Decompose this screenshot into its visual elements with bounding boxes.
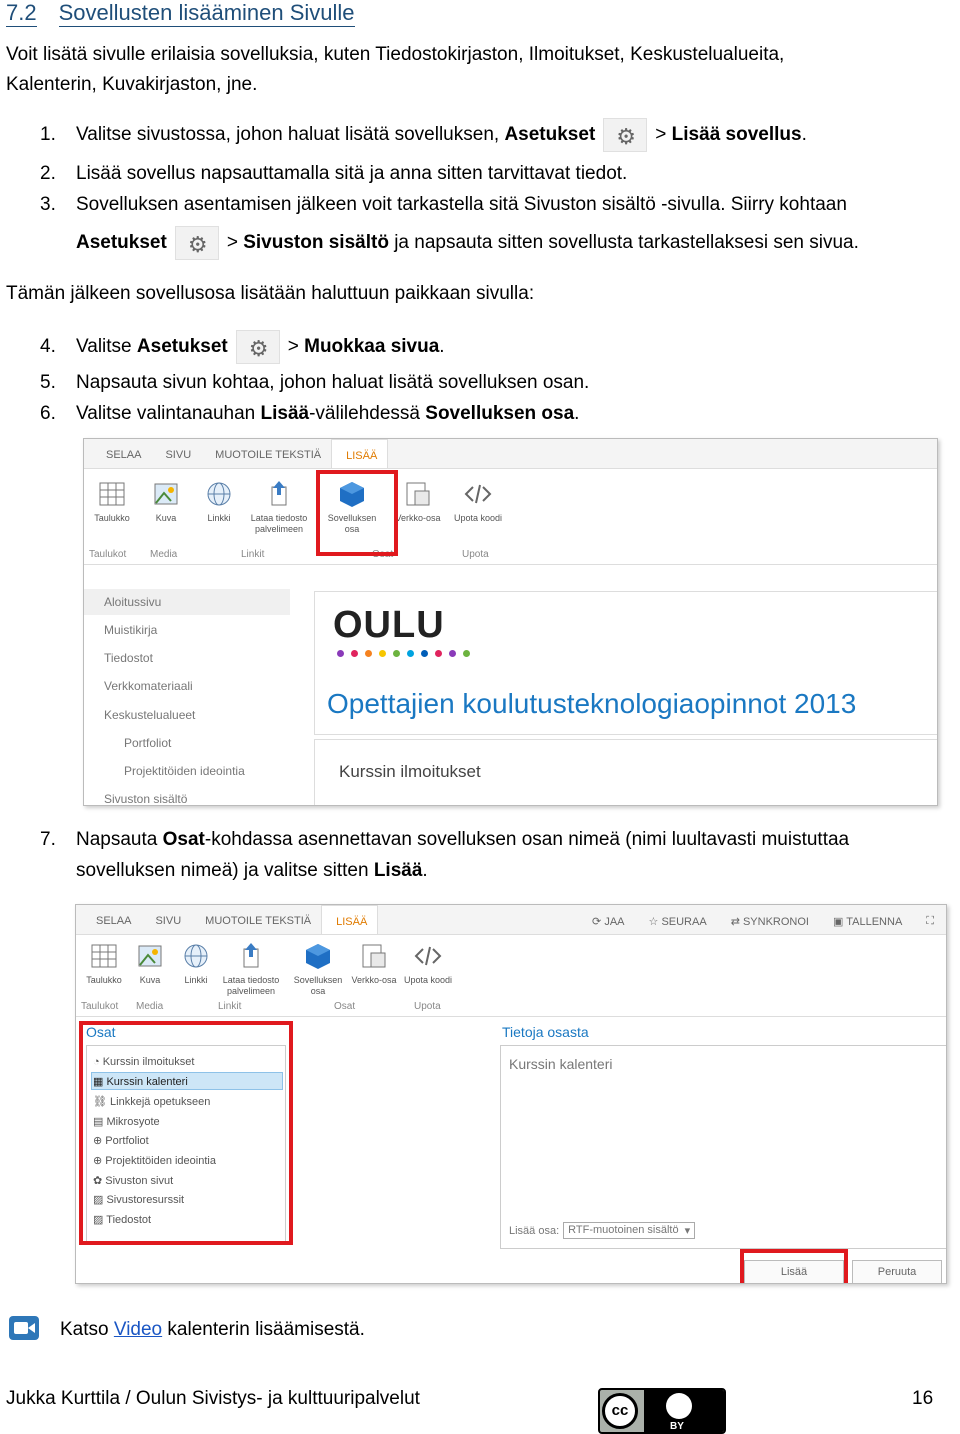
- step-6: 6. Valitse valintanauhan Lisää -välilehdessä Sovelluksen osa .: [40, 403, 580, 424]
- cc-license-badge: [598, 1388, 726, 1434]
- web-part-button[interactable]: Verkko-osa: [390, 479, 446, 524]
- add-part-panel: [76, 1017, 947, 1284]
- screenshot-insert-ribbon: [83, 438, 938, 806]
- webpart-title: Kurssin ilmoitukset: [339, 762, 481, 781]
- step-7-line-2: sovelluksen nimeä) ja valitse sitten Lisää .: [76, 860, 428, 881]
- step-1: 1. Valitse sivustossa, johon haluat lisätä sovelluksen, Asetukset ⚙ > Lisää sovellus .: [40, 118, 807, 152]
- by-label: BY: [670, 1421, 684, 1432]
- app-part-icon: [303, 941, 333, 971]
- list-item[interactable]: ✿ Sivuston sivut: [93, 1175, 174, 1187]
- list-item[interactable]: ⊕ Projektitöiden ideointia: [93, 1155, 216, 1167]
- highlight-box: [79, 1021, 293, 1245]
- ribbon-tabs: [76, 905, 946, 935]
- section-heading: [6, 0, 355, 27]
- add-button[interactable]: Lisää: [744, 1260, 844, 1284]
- step-4: 4. Valitse Asetukset ⚙ > Muokkaa sivua .: [40, 330, 445, 364]
- group-label: Osat: [372, 549, 394, 560]
- group-label: Linkit: [241, 549, 265, 560]
- add-to-select[interactable]: RTF-muotoinen sisältö ▾: [563, 1222, 695, 1239]
- step-3: 3. Sovelluksen asentamisen jälkeen voit tarkastella sitä Sivuston sisältö -sivulla. Siirry kohtaan: [40, 194, 847, 215]
- upload-icon: [236, 941, 266, 971]
- group-label: Taulukot: [81, 1001, 119, 1012]
- intro-line-2: Kalenterin, Kuvakirjaston, jne.: [6, 74, 258, 95]
- info-value: Kurssin kalenteri: [509, 1056, 613, 1072]
- table-button[interactable]: Taulukko: [76, 941, 132, 986]
- embed-button[interactable]: Upota koodi: [400, 941, 456, 986]
- group-label: Upota: [462, 549, 489, 560]
- highlight-box: [316, 470, 398, 556]
- page-number: 16: [912, 1388, 934, 1409]
- cancel-button[interactable]: Peruuta: [852, 1260, 942, 1284]
- footer-author: Jukka Kurttila / Oulun Sivistys- ja kulttuuripalvelut: [6, 1388, 420, 1409]
- step-7: 7. Napsauta Osat -kohdassa asennettavan sovelluksen osan nimeä (nimi luultavasti muistuttaa: [40, 829, 850, 850]
- web-part-button[interactable]: Verkko-osa: [346, 941, 402, 986]
- tab-lisaa[interactable]: LISÄÄ: [331, 439, 388, 468]
- nav-item[interactable]: Aloitussivu: [104, 595, 162, 609]
- step-3-line-2: Asetukset ⚙ > Sivuston sisältö ja napsauta sitten sovellusta tarkastellaksesi sen sivua.: [76, 226, 859, 260]
- table-icon: [89, 941, 119, 971]
- oulu-logo: OULU: [333, 604, 445, 646]
- app-part-button[interactable]: Sovelluksen osa: [324, 479, 380, 535]
- intro-paragraph: [6, 40, 784, 100]
- gear-icon: ⚙: [175, 226, 219, 260]
- highlight-box: [740, 1249, 848, 1284]
- nav-item[interactable]: Verkkomateriaali: [104, 679, 193, 693]
- nav-item[interactable]: Tiedostot: [104, 651, 153, 665]
- cc-icon: cc: [602, 1393, 638, 1429]
- gear-icon: ⚙: [236, 330, 280, 364]
- link-button[interactable]: Linkki: [191, 479, 247, 524]
- tab-lisaa[interactable]: LISÄÄ: [321, 905, 378, 934]
- upload-button[interactable]: Lataa tiedosto palvelimeen: [244, 479, 314, 535]
- list-item[interactable]: ⛓ Linkkejä opetukseen: [93, 1096, 211, 1108]
- video-link[interactable]: Video: [113, 1319, 163, 1340]
- step-5: 5. Napsauta sivun kohtaa, johon haluat lisätä sovelluksen osan.: [40, 372, 590, 393]
- list-item[interactable]: ⊕ Portfoliot: [93, 1135, 149, 1147]
- list-item[interactable]: ◔ Kurssin ilmoitukset: [93, 1056, 195, 1068]
- save-action[interactable]: ▣ TALLENNA: [832, 916, 903, 928]
- web-part-icon: [359, 941, 389, 971]
- image-icon: [151, 479, 181, 509]
- globe-icon: [204, 479, 234, 509]
- add-to-row: Lisää osa: RTF-muotoinen sisältö ▾: [509, 1222, 695, 1239]
- upload-icon: [264, 479, 294, 509]
- link-button[interactable]: Linkki: [168, 941, 224, 986]
- tab-sivu[interactable]: SIVU: [155, 915, 182, 927]
- ribbon: [76, 935, 946, 1017]
- info-panel: [500, 1045, 947, 1249]
- ribbon: [84, 469, 937, 565]
- webpart-zone: [314, 739, 938, 806]
- follow-action[interactable]: ☆ SEURAA: [648, 916, 707, 928]
- section-title: Sovellusten lisääminen Sivulle: [58, 0, 355, 25]
- logo-dots: [337, 650, 470, 657]
- share-action[interactable]: ⟳ JAA: [592, 916, 625, 928]
- site-header: [314, 591, 938, 735]
- group-label: Taulukot: [89, 549, 127, 560]
- info-title: Tietoja osasta: [502, 1024, 589, 1040]
- tab-sivu[interactable]: SIVU: [165, 449, 192, 461]
- image-icon: [135, 941, 165, 971]
- group-label: Media: [150, 549, 178, 560]
- sync-action[interactable]: ⇄ SYNKRONOI: [730, 916, 809, 928]
- tab-selaa[interactable]: SELAA: [106, 449, 142, 461]
- image-button[interactable]: Kuva: [138, 479, 194, 524]
- code-icon: [413, 941, 443, 971]
- after-steps-text: Tämän jälkeen sovellusosa lisätään haluttuun paikkaan sivulla:: [6, 283, 535, 304]
- chevron-down-icon: ▾: [684, 1225, 691, 1237]
- group-label: Osat: [334, 1001, 356, 1012]
- nav-item[interactable]: Sivuston sisältö: [104, 792, 188, 806]
- osat-title: Osat: [86, 1024, 116, 1040]
- nav-item[interactable]: Portfoliot: [124, 736, 172, 750]
- table-icon: [97, 479, 127, 509]
- attribution-icon: [666, 1393, 692, 1419]
- nav-item[interactable]: Muistikirja: [104, 623, 158, 637]
- section-number: 7.2: [6, 0, 37, 25]
- list-item[interactable]: ▨ Sivustoresurssit: [93, 1194, 185, 1206]
- screenshot-add-app-part: [75, 904, 947, 1284]
- list-item[interactable]: ▨ Tiedostot: [93, 1214, 152, 1226]
- list-item[interactable]: ▦ Kurssin kalenteri: [93, 1076, 188, 1088]
- upload-button[interactable]: Lataa tiedosto palvelimeen: [216, 941, 286, 997]
- step-2: 2. Lisää sovellus napsauttamalla sitä ja anna sitten tarvittavat tiedot.: [40, 163, 628, 184]
- group-label: Upota: [414, 1001, 441, 1012]
- intro-line-1: Voit lisätä sivulle erilaisia sovelluksia, kuten Tiedostokirjaston, Ilmoitukset, Keskustelualueita,: [6, 44, 785, 65]
- video-line: Katso Video kalenterin lisäämisestä.: [60, 1319, 365, 1340]
- gear-icon: ⚙: [603, 118, 647, 152]
- nav-item[interactable]: Projektitöiden ideointia: [124, 764, 245, 778]
- fullscreen-icon[interactable]: ⛶: [926, 915, 934, 927]
- tab-muotoile[interactable]: MUOTOILE TEKSTIÄ: [215, 449, 322, 461]
- site-title: Opettajien koulutusteknologiaopinnot 2013: [327, 688, 857, 719]
- embed-button[interactable]: Upota koodi: [450, 479, 506, 524]
- web-part-icon: [403, 479, 433, 509]
- table-button[interactable]: Taulukko: [84, 479, 140, 524]
- ribbon-tabs: [84, 439, 937, 469]
- video-icon: [8, 1313, 42, 1343]
- list-item[interactable]: ▤ Mikrosyote: [93, 1116, 160, 1128]
- group-label: Linkit: [218, 1001, 242, 1012]
- image-button[interactable]: Kuva: [122, 941, 178, 986]
- globe-icon: [181, 941, 211, 971]
- app-part-button[interactable]: Sovelluksen osa: [290, 941, 346, 997]
- tab-muotoile[interactable]: MUOTOILE TEKSTIÄ: [205, 915, 312, 927]
- nav-item[interactable]: Keskustelualueet: [104, 708, 196, 722]
- tab-selaa[interactable]: SELAA: [96, 915, 132, 927]
- group-label: Media: [136, 1001, 164, 1012]
- code-icon: [463, 479, 493, 509]
